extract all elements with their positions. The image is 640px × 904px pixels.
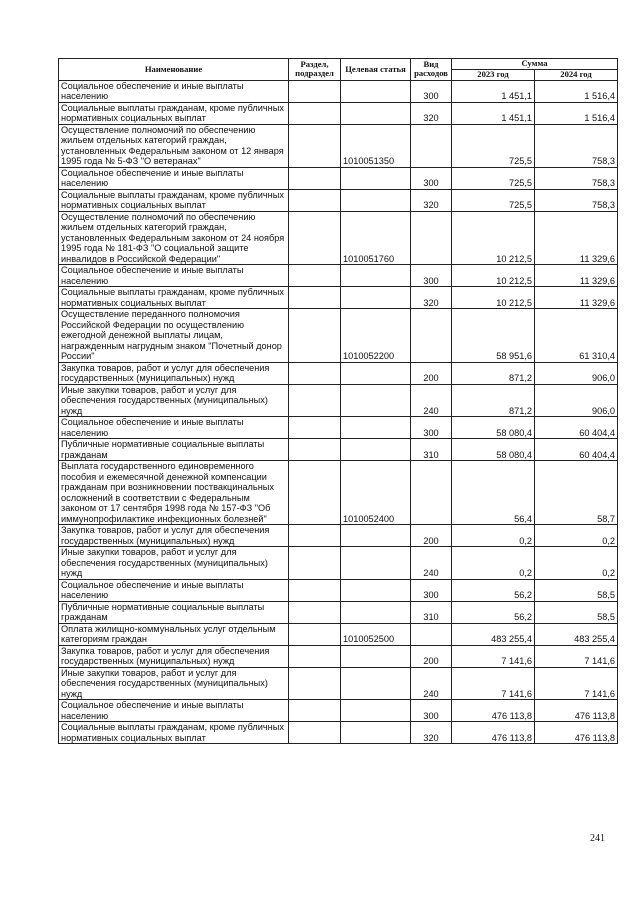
row-section (289, 601, 341, 623)
table-row (59, 667, 618, 700)
row-amount-2024: 758,3 (535, 167, 618, 189)
table-row (59, 211, 618, 265)
row-expense-type (411, 124, 452, 167)
row-amount-2024: 58,7 (535, 461, 618, 525)
row-amount-2024: 61 310,4 (535, 309, 618, 363)
row-expense-type (411, 623, 452, 645)
row-expense-type: 300 (411, 579, 452, 601)
row-section (289, 167, 341, 189)
row-target-code (341, 667, 411, 700)
row-amount-2024: 7 141,6 (535, 645, 618, 667)
row-section (289, 189, 341, 211)
row-section (289, 211, 341, 265)
row-amount-2023: 476 113,8 (452, 722, 535, 744)
table-row (59, 461, 618, 525)
row-name: Социальные выплаты гражданам, кроме публичных нормативных социальных выплат (59, 102, 289, 124)
row-section (289, 623, 341, 645)
row-amount-2023: 483 255,4 (452, 623, 535, 645)
row-section (289, 124, 341, 167)
header-target: Целевая статья (341, 59, 411, 81)
row-name: Осуществление полномочий по обеспечению жильем отдельных категорий граждан, установленных Федеральным законом от 12 января 1995 года № 5-ФЗ "О ветеранах" (59, 124, 289, 167)
row-target-code (341, 417, 411, 439)
row-amount-2023: 58 951,6 (452, 309, 535, 363)
row-amount-2023: 58 080,4 (452, 439, 535, 461)
row-amount-2023: 56,4 (452, 461, 535, 525)
row-amount-2024: 0,2 (535, 525, 618, 547)
row-amount-2024: 758,3 (535, 124, 618, 167)
row-amount-2023: 56,2 (452, 601, 535, 623)
table-row (59, 124, 618, 167)
row-section (289, 80, 341, 102)
row-expense-type (411, 461, 452, 525)
table-row (59, 525, 618, 547)
row-amount-2023: 58 080,4 (452, 417, 535, 439)
row-section (289, 102, 341, 124)
row-amount-2024: 11 329,6 (535, 211, 618, 265)
row-expense-type (411, 211, 452, 265)
row-amount-2023: 476 113,8 (452, 700, 535, 722)
row-expense-type: 200 (411, 645, 452, 667)
row-expense-type: 200 (411, 362, 452, 384)
row-amount-2023: 10 212,5 (452, 211, 535, 265)
table-row (59, 547, 618, 580)
row-expense-type: 320 (411, 102, 452, 124)
row-expense-type: 240 (411, 547, 452, 580)
table-row (59, 439, 618, 461)
row-target-code: 1010051760 (341, 211, 411, 265)
table-row (59, 579, 618, 601)
table-row (59, 189, 618, 211)
row-name: Осуществление полномочий по обеспечению жильем отдельных категорий граждан, установленных Федеральным законом от 24 ноября 1995 года № 181-ФЗ "О социальной защите инвалидов в Российской Федерации" (59, 211, 289, 265)
row-target-code (341, 287, 411, 309)
row-amount-2024: 1 516,4 (535, 80, 618, 102)
row-amount-2023: 1 451,1 (452, 102, 535, 124)
row-name: Иные закупки товаров, работ и услуг для обеспечения государственных (муниципальных) нужд (59, 384, 289, 417)
row-expense-type: 300 (411, 417, 452, 439)
row-section (289, 439, 341, 461)
row-section (289, 722, 341, 744)
row-amount-2024: 1 516,4 (535, 102, 618, 124)
row-section (289, 645, 341, 667)
row-name: Выплата государственного единовременного пособия и ежемесячной денежной компенсации гражданам при возникновении поствакцинальных осложнений в соответствии с Федеральным законом от 17 сентября 1998 года № 157-ФЗ "Об иммунопрофилактике инфекционных болезней" (59, 461, 289, 525)
row-target-code (341, 601, 411, 623)
header-name: Наименование (59, 59, 289, 81)
row-amount-2023: 725,5 (452, 189, 535, 211)
row-name: Социальное обеспечение и иные выплаты населению (59, 167, 289, 189)
table-row (59, 700, 618, 722)
table-row (59, 102, 618, 124)
row-name: Социальное обеспечение и иные выплаты населению (59, 265, 289, 287)
row-amount-2023: 56,2 (452, 579, 535, 601)
row-amount-2024: 11 329,6 (535, 265, 618, 287)
budget-table (58, 58, 618, 744)
row-amount-2024: 0,2 (535, 547, 618, 580)
row-amount-2023: 7 141,6 (452, 645, 535, 667)
row-expense-type: 300 (411, 167, 452, 189)
row-amount-2023: 725,5 (452, 124, 535, 167)
row-name: Социальное обеспечение и иные выплаты населению (59, 700, 289, 722)
row-amount-2024: 476 113,8 (535, 700, 618, 722)
row-section (289, 362, 341, 384)
table-row (59, 417, 618, 439)
row-target-code: 1010052400 (341, 461, 411, 525)
table-row (59, 80, 618, 102)
row-name: Социальное обеспечение и иные выплаты населению (59, 579, 289, 601)
row-target-code (341, 362, 411, 384)
header-section: Раздел, подраздел (289, 59, 341, 81)
row-amount-2023: 7 141,6 (452, 667, 535, 700)
row-amount-2024: 60 404,4 (535, 439, 618, 461)
table-row (59, 265, 618, 287)
row-amount-2024: 476 113,8 (535, 722, 618, 744)
row-section (289, 579, 341, 601)
table-row (59, 287, 618, 309)
row-name: Социальные выплаты гражданам, кроме публичных нормативных социальных выплат (59, 287, 289, 309)
row-name: Закупка товаров, работ и услуг для обеспечения государственных (муниципальных) нужд (59, 362, 289, 384)
row-target-code: 1010051350 (341, 124, 411, 167)
row-target-code (341, 579, 411, 601)
row-amount-2023: 0,2 (452, 547, 535, 580)
row-amount-2023: 10 212,5 (452, 265, 535, 287)
row-name: Социальное обеспечение и иные выплаты населению (59, 417, 289, 439)
row-target-code (341, 167, 411, 189)
row-amount-2024: 58,5 (535, 579, 618, 601)
row-section (289, 287, 341, 309)
row-section (289, 384, 341, 417)
header-year-2023: 2023 год (452, 70, 535, 81)
row-target-code: 1010052500 (341, 623, 411, 645)
row-amount-2024: 11 329,6 (535, 287, 618, 309)
row-expense-type: 310 (411, 601, 452, 623)
page-number: 241 (590, 833, 605, 844)
table-row (59, 601, 618, 623)
row-name: Публичные нормативные социальные выплаты гражданам (59, 601, 289, 623)
row-name: Социальное обеспечение и иные выплаты населению (59, 80, 289, 102)
table-row (59, 722, 618, 744)
row-expense-type: 240 (411, 667, 452, 700)
row-expense-type: 240 (411, 384, 452, 417)
row-amount-2024: 7 141,6 (535, 667, 618, 700)
row-target-code (341, 80, 411, 102)
row-target-code (341, 722, 411, 744)
row-amount-2023: 0,2 (452, 525, 535, 547)
row-amount-2023: 871,2 (452, 384, 535, 417)
row-target-code (341, 189, 411, 211)
row-expense-type: 320 (411, 287, 452, 309)
header-sum: Сумма (452, 59, 618, 70)
row-expense-type: 300 (411, 700, 452, 722)
row-expense-type: 320 (411, 722, 452, 744)
table-row (59, 167, 618, 189)
row-expense-type: 310 (411, 439, 452, 461)
row-name: Оплата жилищно-коммунальных услуг отдельным категориям граждан (59, 623, 289, 645)
row-section (289, 667, 341, 700)
row-target-code (341, 645, 411, 667)
row-name: Социальные выплаты гражданам, кроме публичных нормативных социальных выплат (59, 722, 289, 744)
row-expense-type (411, 309, 452, 363)
table-header (59, 59, 618, 81)
row-target-code (341, 102, 411, 124)
row-target-code: 1010052200 (341, 309, 411, 363)
row-section (289, 525, 341, 547)
row-target-code (341, 525, 411, 547)
table-row (59, 623, 618, 645)
row-amount-2024: 906,0 (535, 384, 618, 417)
row-amount-2024: 60 404,4 (535, 417, 618, 439)
row-expense-type: 300 (411, 265, 452, 287)
row-section (289, 547, 341, 580)
row-section (289, 309, 341, 363)
row-section (289, 265, 341, 287)
row-amount-2024: 758,3 (535, 189, 618, 211)
row-target-code (341, 547, 411, 580)
row-name: Иные закупки товаров, работ и услуг для обеспечения государственных (муниципальных) нужд (59, 547, 289, 580)
row-amount-2023: 725,5 (452, 167, 535, 189)
row-target-code (341, 265, 411, 287)
row-amount-2024: 58,5 (535, 601, 618, 623)
table-row (59, 309, 618, 363)
table-row (59, 384, 618, 417)
row-name: Осуществление переданного полномочия Российской Федерации по осуществлению ежегодной денежной выплаты лицам, награжденным нагрудным знаком "Почетный донор России" (59, 309, 289, 363)
row-name: Закупка товаров, работ и услуг для обеспечения государственных (муниципальных) нужд (59, 525, 289, 547)
row-amount-2024: 906,0 (535, 362, 618, 384)
row-expense-type: 320 (411, 189, 452, 211)
table-body (59, 80, 618, 744)
row-amount-2023: 10 212,5 (452, 287, 535, 309)
row-expense-type: 200 (411, 525, 452, 547)
row-target-code (341, 439, 411, 461)
row-section (289, 700, 341, 722)
row-amount-2024: 483 255,4 (535, 623, 618, 645)
row-name: Закупка товаров, работ и услуг для обеспечения государственных (муниципальных) нужд (59, 645, 289, 667)
table-row (59, 362, 618, 384)
row-target-code (341, 700, 411, 722)
row-section (289, 417, 341, 439)
row-target-code (341, 384, 411, 417)
row-amount-2023: 871,2 (452, 362, 535, 384)
header-type: Вид расходов (411, 59, 452, 81)
row-amount-2023: 1 451,1 (452, 80, 535, 102)
header-year-2024: 2024 год (535, 70, 618, 81)
row-expense-type: 300 (411, 80, 452, 102)
row-name: Социальные выплаты гражданам, кроме публичных нормативных социальных выплат (59, 189, 289, 211)
row-section (289, 461, 341, 525)
table-row (59, 645, 618, 667)
row-name: Иные закупки товаров, работ и услуг для обеспечения государственных (муниципальных) нужд (59, 667, 289, 700)
row-name: Публичные нормативные социальные выплаты гражданам (59, 439, 289, 461)
